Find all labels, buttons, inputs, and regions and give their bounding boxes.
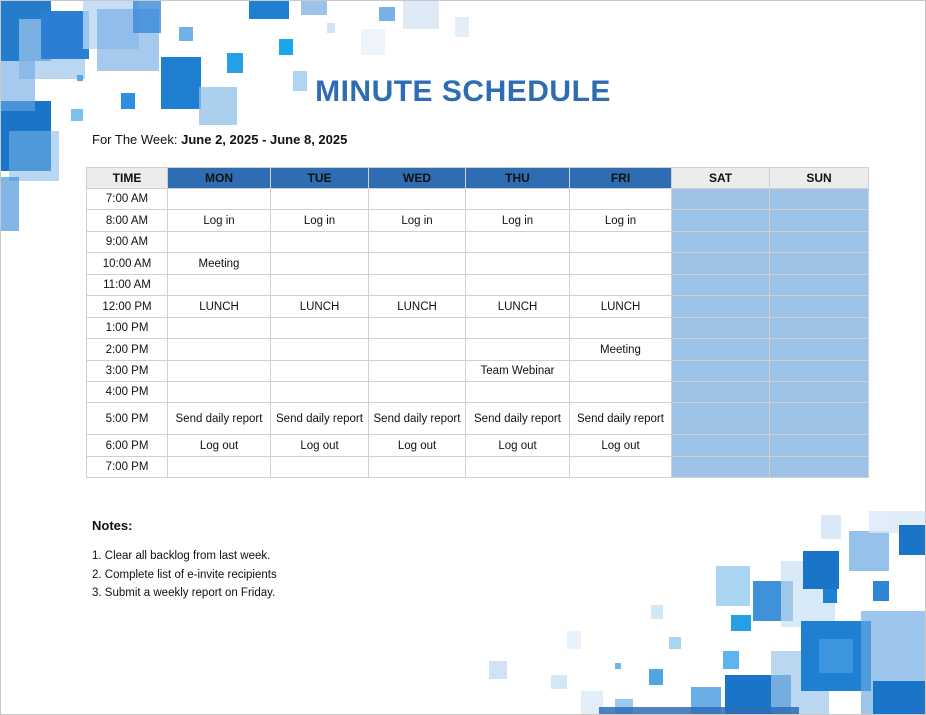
schedule-cell: Send daily report — [369, 403, 466, 435]
schedule-cell: Log out — [271, 435, 369, 457]
schedule-cell — [466, 232, 570, 253]
schedule-cell — [369, 382, 466, 403]
schedule-cell — [570, 382, 672, 403]
schedule-cell — [466, 318, 570, 339]
week-prefix: For The Week: — [92, 132, 178, 147]
document-title: MINUTE SCHEDULE — [315, 75, 611, 108]
schedule-cell — [770, 189, 869, 210]
schedule-cell — [271, 253, 369, 275]
col-header-time: TIME — [87, 168, 168, 189]
time-cell: 1:00 PM — [87, 318, 168, 339]
schedule-cell — [369, 457, 466, 478]
time-cell: 9:00 AM — [87, 232, 168, 253]
schedule-cell: Log in — [466, 210, 570, 232]
time-cell: 5:00 PM — [87, 403, 168, 435]
schedule-cell — [271, 275, 369, 296]
schedule-row — [87, 403, 869, 435]
schedule-cell — [770, 318, 869, 339]
schedule-cell: LUNCH — [570, 296, 672, 318]
time-cell: 6:00 PM — [87, 435, 168, 457]
schedule-cell — [770, 339, 869, 361]
schedule-cell: Log out — [466, 435, 570, 457]
schedule-cell — [369, 318, 466, 339]
schedule-cell — [271, 457, 369, 478]
time-cell: 7:00 AM — [87, 189, 168, 210]
schedule-cell — [168, 361, 271, 382]
schedule-cell — [672, 296, 770, 318]
schedule-cell — [770, 403, 869, 435]
schedule-cell: Send daily report — [271, 403, 369, 435]
schedule-table — [86, 167, 869, 478]
schedule-cell: Log in — [168, 210, 271, 232]
schedule-cell: Log in — [369, 210, 466, 232]
schedule-cell — [770, 361, 869, 382]
week-line — [92, 132, 347, 147]
schedule-cell — [672, 339, 770, 361]
schedule-cell — [672, 318, 770, 339]
schedule-cell — [466, 253, 570, 275]
schedule-table-container — [86, 167, 869, 478]
schedule-cell — [672, 275, 770, 296]
schedule-row — [87, 296, 869, 318]
schedule-cell — [466, 275, 570, 296]
col-header-sat: SAT — [672, 168, 770, 189]
schedule-cell: Meeting — [570, 339, 672, 361]
schedule-cell: Send daily report — [168, 403, 271, 435]
schedule-cell — [369, 361, 466, 382]
schedule-cell — [168, 339, 271, 361]
schedule-header-row — [87, 168, 869, 189]
schedule-row — [87, 435, 869, 457]
schedule-cell — [168, 189, 271, 210]
schedule-cell — [369, 189, 466, 210]
schedule-cell — [466, 457, 570, 478]
schedule-cell — [466, 339, 570, 361]
schedule-cell — [271, 382, 369, 403]
schedule-cell — [570, 361, 672, 382]
note-item: 2. Complete list of e-invite recipients — [92, 568, 277, 581]
col-header-thu: THU — [466, 168, 570, 189]
time-cell: 2:00 PM — [87, 339, 168, 361]
schedule-cell — [168, 457, 271, 478]
time-cell: 4:00 PM — [87, 382, 168, 403]
schedule-cell — [271, 232, 369, 253]
schedule-cell — [770, 232, 869, 253]
schedule-cell — [570, 253, 672, 275]
schedule-cell — [570, 189, 672, 210]
schedule-cell — [672, 189, 770, 210]
schedule-cell: LUNCH — [466, 296, 570, 318]
col-header-tue: TUE — [271, 168, 369, 189]
schedule-row — [87, 457, 869, 478]
decorative-squares-bottom-right — [481, 511, 926, 715]
schedule-cell: LUNCH — [271, 296, 369, 318]
schedule-cell — [570, 275, 672, 296]
schedule-row — [87, 189, 869, 210]
schedule-cell — [672, 457, 770, 478]
time-cell: 10:00 AM — [87, 253, 168, 275]
schedule-cell — [672, 210, 770, 232]
schedule-cell — [570, 232, 672, 253]
col-header-fri: FRI — [570, 168, 672, 189]
schedule-cell — [466, 382, 570, 403]
schedule-cell: LUNCH — [369, 296, 466, 318]
schedule-cell — [672, 232, 770, 253]
schedule-cell — [770, 275, 869, 296]
schedule-cell — [168, 318, 271, 339]
schedule-cell: Log out — [369, 435, 466, 457]
schedule-cell: Log out — [168, 435, 271, 457]
schedule-cell: LUNCH — [168, 296, 271, 318]
time-cell: 8:00 AM — [87, 210, 168, 232]
schedule-row — [87, 210, 869, 232]
schedule-cell — [770, 210, 869, 232]
schedule-cell — [672, 435, 770, 457]
col-header-mon: MON — [168, 168, 271, 189]
schedule-cell: Meeting — [168, 253, 271, 275]
schedule-cell: Log in — [570, 210, 672, 232]
schedule-cell — [570, 318, 672, 339]
schedule-cell — [168, 382, 271, 403]
schedule-cell — [271, 318, 369, 339]
schedule-row — [87, 232, 869, 253]
schedule-row — [87, 361, 869, 382]
schedule-cell — [770, 382, 869, 403]
schedule-cell — [570, 457, 672, 478]
schedule-cell: Send daily report — [570, 403, 672, 435]
schedule-cell: Log in — [271, 210, 369, 232]
schedule-cell — [168, 232, 271, 253]
schedule-cell — [770, 435, 869, 457]
schedule-cell — [369, 275, 466, 296]
col-header-sun: SUN — [770, 168, 869, 189]
schedule-cell — [369, 339, 466, 361]
schedule-cell — [672, 253, 770, 275]
note-item: 3. Submit a weekly report on Friday. — [92, 587, 276, 599]
schedule-cell — [369, 232, 466, 253]
schedule-cell — [672, 403, 770, 435]
schedule-row — [87, 382, 869, 403]
schedule-body — [87, 189, 869, 478]
time-cell: 11:00 AM — [87, 275, 168, 296]
schedule-cell — [466, 189, 570, 210]
time-cell: 3:00 PM — [87, 361, 168, 382]
notes-section — [92, 518, 277, 603]
col-header-wed: WED — [369, 168, 466, 189]
schedule-row — [87, 275, 869, 296]
time-cell: 7:00 PM — [87, 457, 168, 478]
schedule-cell — [271, 189, 369, 210]
schedule-cell — [369, 253, 466, 275]
schedule-cell: Log out — [570, 435, 672, 457]
notes-title: Notes: — [92, 518, 133, 533]
schedule-row — [87, 253, 869, 275]
schedule-cell — [770, 457, 869, 478]
schedule-cell: Team Webinar — [466, 361, 570, 382]
schedule-row — [87, 339, 869, 361]
schedule-row — [87, 318, 869, 339]
note-item: 1. Clear all backlog from last week. — [92, 550, 271, 562]
time-cell: 12:00 PM — [87, 296, 168, 318]
schedule-cell — [770, 296, 869, 318]
schedule-cell — [770, 253, 869, 275]
schedule-cell — [672, 361, 770, 382]
schedule-cell — [271, 361, 369, 382]
schedule-cell — [672, 382, 770, 403]
schedule-cell: Send daily report — [466, 403, 570, 435]
schedule-cell — [168, 275, 271, 296]
week-range: June 2, 2025 - June 8, 2025 — [181, 132, 348, 147]
schedule-cell — [271, 339, 369, 361]
